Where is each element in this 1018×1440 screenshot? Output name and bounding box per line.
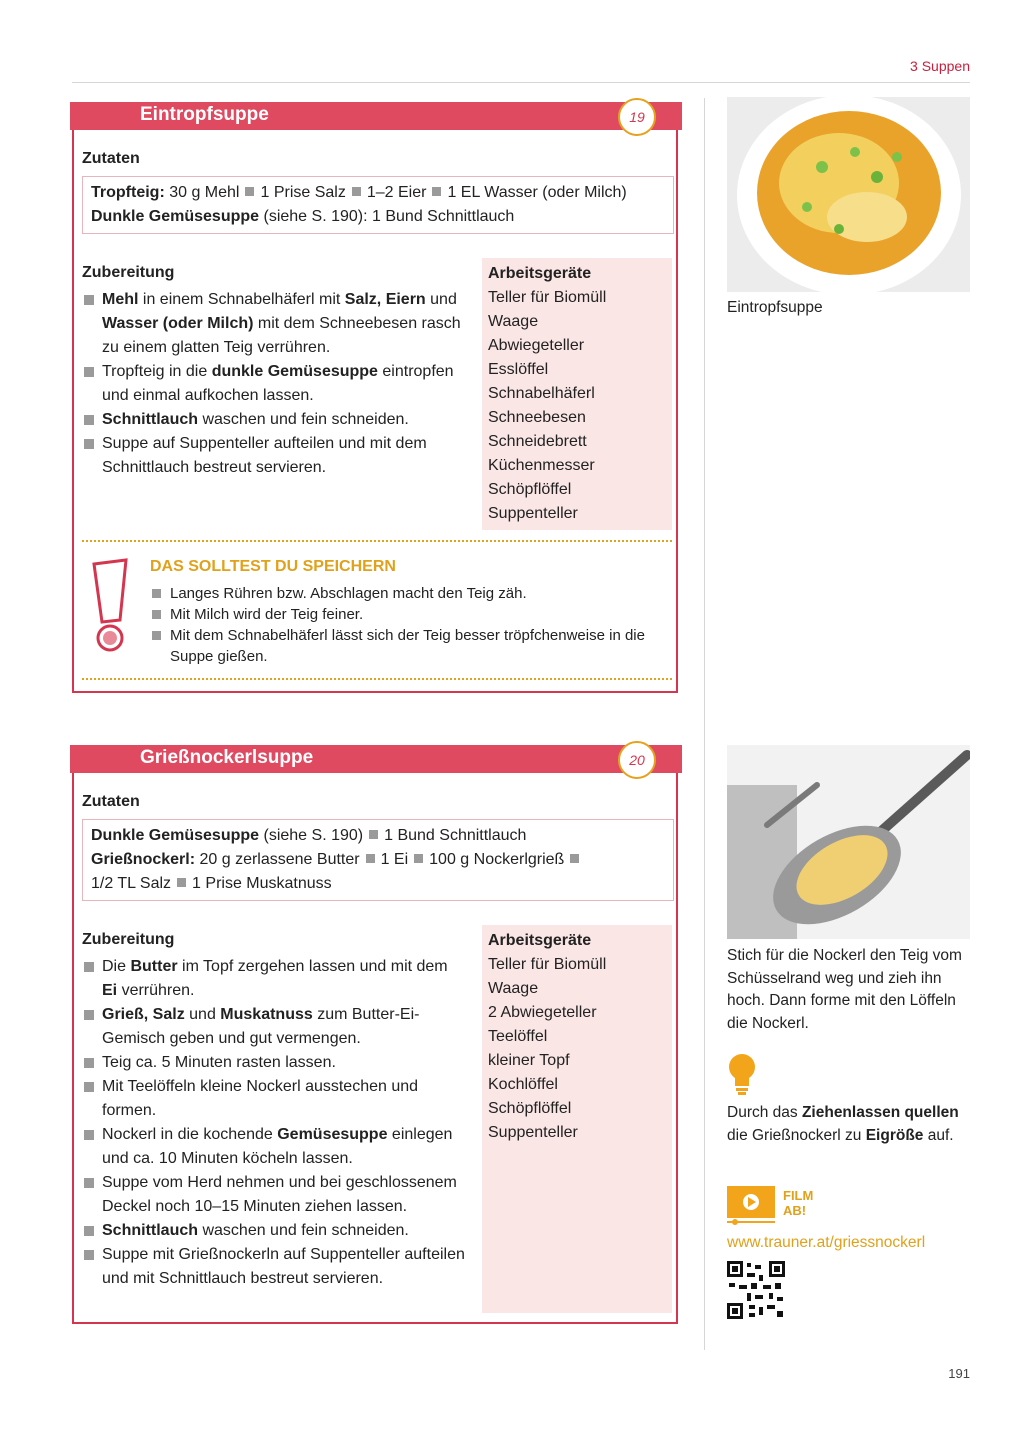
ingredients-line [91,181,665,205]
ingredient: (siehe S. 190): 1 Bund Schnittlauch [263,208,515,225]
ingredient: 30 g Mehl [169,184,240,201]
ingredient-label: Dunkle Gemüsesuppe [91,208,260,225]
memo-item: Mit dem Schnabelhäferl lässt sich der Teig besser tröpfchenweise in die Suppe gießen. [150,625,670,667]
separator-square [414,854,423,863]
ingredient-label: Tropfteig: [91,184,165,201]
separator-square [570,854,579,863]
tip-text: Durch das Ziehenlassen quellen die Grießnockerl zu Eigröße auf. [727,1104,959,1144]
separator-square [366,854,375,863]
ingredient: 1–2 Eier [366,184,427,201]
step-item: Mit Teelöffeln kleine Nockerl ausstechen und formen. [82,1075,466,1123]
ingredients-box [82,176,674,234]
play-video-icon[interactable] [727,1186,777,1226]
ingredient: (siehe S. 190) [263,827,364,844]
soup-bowl-image [727,97,970,292]
preparation-heading: Zubereitung [82,931,175,948]
ingredient-label: Grießnockerl: [91,851,196,868]
step-item: Nockerl in die kochende Gemüsesuppe einlegen und ca. 10 Minuten köcheln lassen. [82,1123,466,1171]
tool-item: Schneebesen [488,409,586,426]
tool-item: Suppenteller [488,505,578,522]
ingredient: 1 Ei [380,851,409,868]
tool-item: Suppenteller [488,1124,578,1141]
memo-divider-bottom [82,678,672,680]
recipe-card-eintropfsuppe [72,104,678,693]
film-label: FILM AB! [783,1188,814,1218]
tool-item: Abwiegeteller [488,337,585,354]
recipe-number-badge: 19 [618,98,656,136]
tool-item: Waage [488,980,539,997]
separator-square [352,187,361,196]
memo-divider-top [82,540,672,542]
photo-caption: Stich für die Nockerl den Teig vom Schüsselrand weg und zieh ihn hoch. Dann forme mit den Löffeln die Nockerl. [727,947,962,1032]
step-item: Tropfteig in die dunkle Gemüsesuppe eintropfen und einmal aufkochen lassen. [82,360,466,408]
tool-item: Kochlöffel [488,1076,558,1093]
recipe-title: Eintropfsuppe [140,104,269,125]
recipe-card-griessnockerlsuppe [72,747,678,1324]
column-divider [704,98,705,1350]
step-item: Teig ca. 5 Minuten rasten lassen. [82,1051,466,1075]
step-item: Die Butter im Topf zergehen lassen und mit dem Ei verrühren. [82,955,466,1003]
memo-list [150,583,670,667]
exclamation-icon [86,558,134,653]
ingredients-box [82,819,674,901]
tool-item: Küchenmesser [488,457,595,474]
ingredients-line [91,872,665,896]
tool-item: Waage [488,313,539,330]
tool-item: Teller für Biomüll [488,956,607,973]
tools-box [482,925,672,1313]
tools-heading: Arbeitsgeräte [488,265,592,282]
ingredient-label: Dunkle Gemüsesuppe [91,827,260,844]
separator-square [432,187,441,196]
tool-item: Schnabelhäferl [488,385,595,402]
tool-item: 2 Abwiegeteller [488,1004,597,1021]
ingredients-line [91,848,665,872]
preparation-steps [82,955,466,1291]
ingredient: 100 g Nockerlgrieß [429,851,565,868]
ingredients-heading: Zutaten [82,150,140,167]
soup-photo [727,97,970,292]
ingredient: 1 Bund Schnittlauch [384,827,527,844]
preparation-steps [82,288,466,480]
tools-heading: Arbeitsgeräte [488,932,592,949]
memo-item: Langes Rühren bzw. Abschlagen macht den Teig zäh. [150,583,670,604]
tool-item: Esslöffel [488,361,549,378]
recipe-title-banner [70,745,682,773]
header-divider [72,82,970,83]
tool-item: Schöpflöffel [488,1100,572,1117]
step-item: Grieß, Salz und Muskatnuss zum Butter-Ei-Gemisch geben und gut vermengen. [82,1003,466,1051]
recipe-title: Grießnockerlsuppe [140,747,314,768]
tool-item: kleiner Topf [488,1052,570,1069]
memo-item: Mit Milch wird der Teig feiner. [150,604,670,625]
step-item: Suppe mit Grießnockerln auf Suppenteller aufteilen und mit Schnittlauch bestreut servieren. [82,1243,466,1291]
tool-item: Schöpflöffel [488,481,572,498]
ingredient: 1/2 TL Salz [91,875,172,892]
ingredient: 1 EL Wasser (oder Milch) [447,184,627,201]
ingredient: 20 g zerlassene Butter [199,851,360,868]
ingredients-line [91,205,665,229]
ingredient: 1 Prise Salz [260,184,346,201]
ingredients-heading: Zutaten [82,793,140,810]
page-number: 191 [948,1366,970,1381]
ingredient: 1 Prise Muskatnuss [192,875,332,892]
step-item: Mehl in einem Schnabelhäferl mit Salz, Eiern und Wasser (oder Milch) mit dem Schneebesen rasch zu einem glatten Teig verrühren. [82,288,466,360]
recipe-number-badge: 20 [618,741,656,779]
tool-item: Teelöffel [488,1028,548,1045]
tools-box [482,258,672,530]
spoon-photo [727,745,970,939]
memo-heading: DAS SOLLTEST DU SPEICHERN [150,558,396,575]
step-item: Schnittlauch waschen und fein schneiden. [82,1219,466,1243]
lightbulb-icon [727,1052,757,1096]
separator-square [369,830,378,839]
spoon-nockerl-image [727,745,970,939]
ingredients-line [91,824,665,848]
step-item: Suppe auf Suppenteller aufteilen und mit dem Schnittlauch bestreut servieren. [82,432,466,480]
step-item: Suppe vom Herd nehmen und bei geschlossenem Deckel noch 10–15 Minuten ziehen lassen. [82,1171,466,1219]
qr-code-icon[interactable] [727,1261,785,1319]
tool-item: Teller für Biomüll [488,289,607,306]
recipe-title-banner [70,102,682,130]
photo-caption: Eintropfsuppe [727,299,823,316]
chapter-label: 3 Suppen [910,58,970,74]
video-link[interactable]: www.trauner.at/griessnockerl [727,1234,926,1251]
step-item: Schnittlauch waschen und fein schneiden. [82,408,466,432]
separator-square [245,187,254,196]
preparation-heading: Zubereitung [82,264,175,281]
separator-square [177,878,186,887]
tool-item: Schneidebrett [488,433,587,450]
